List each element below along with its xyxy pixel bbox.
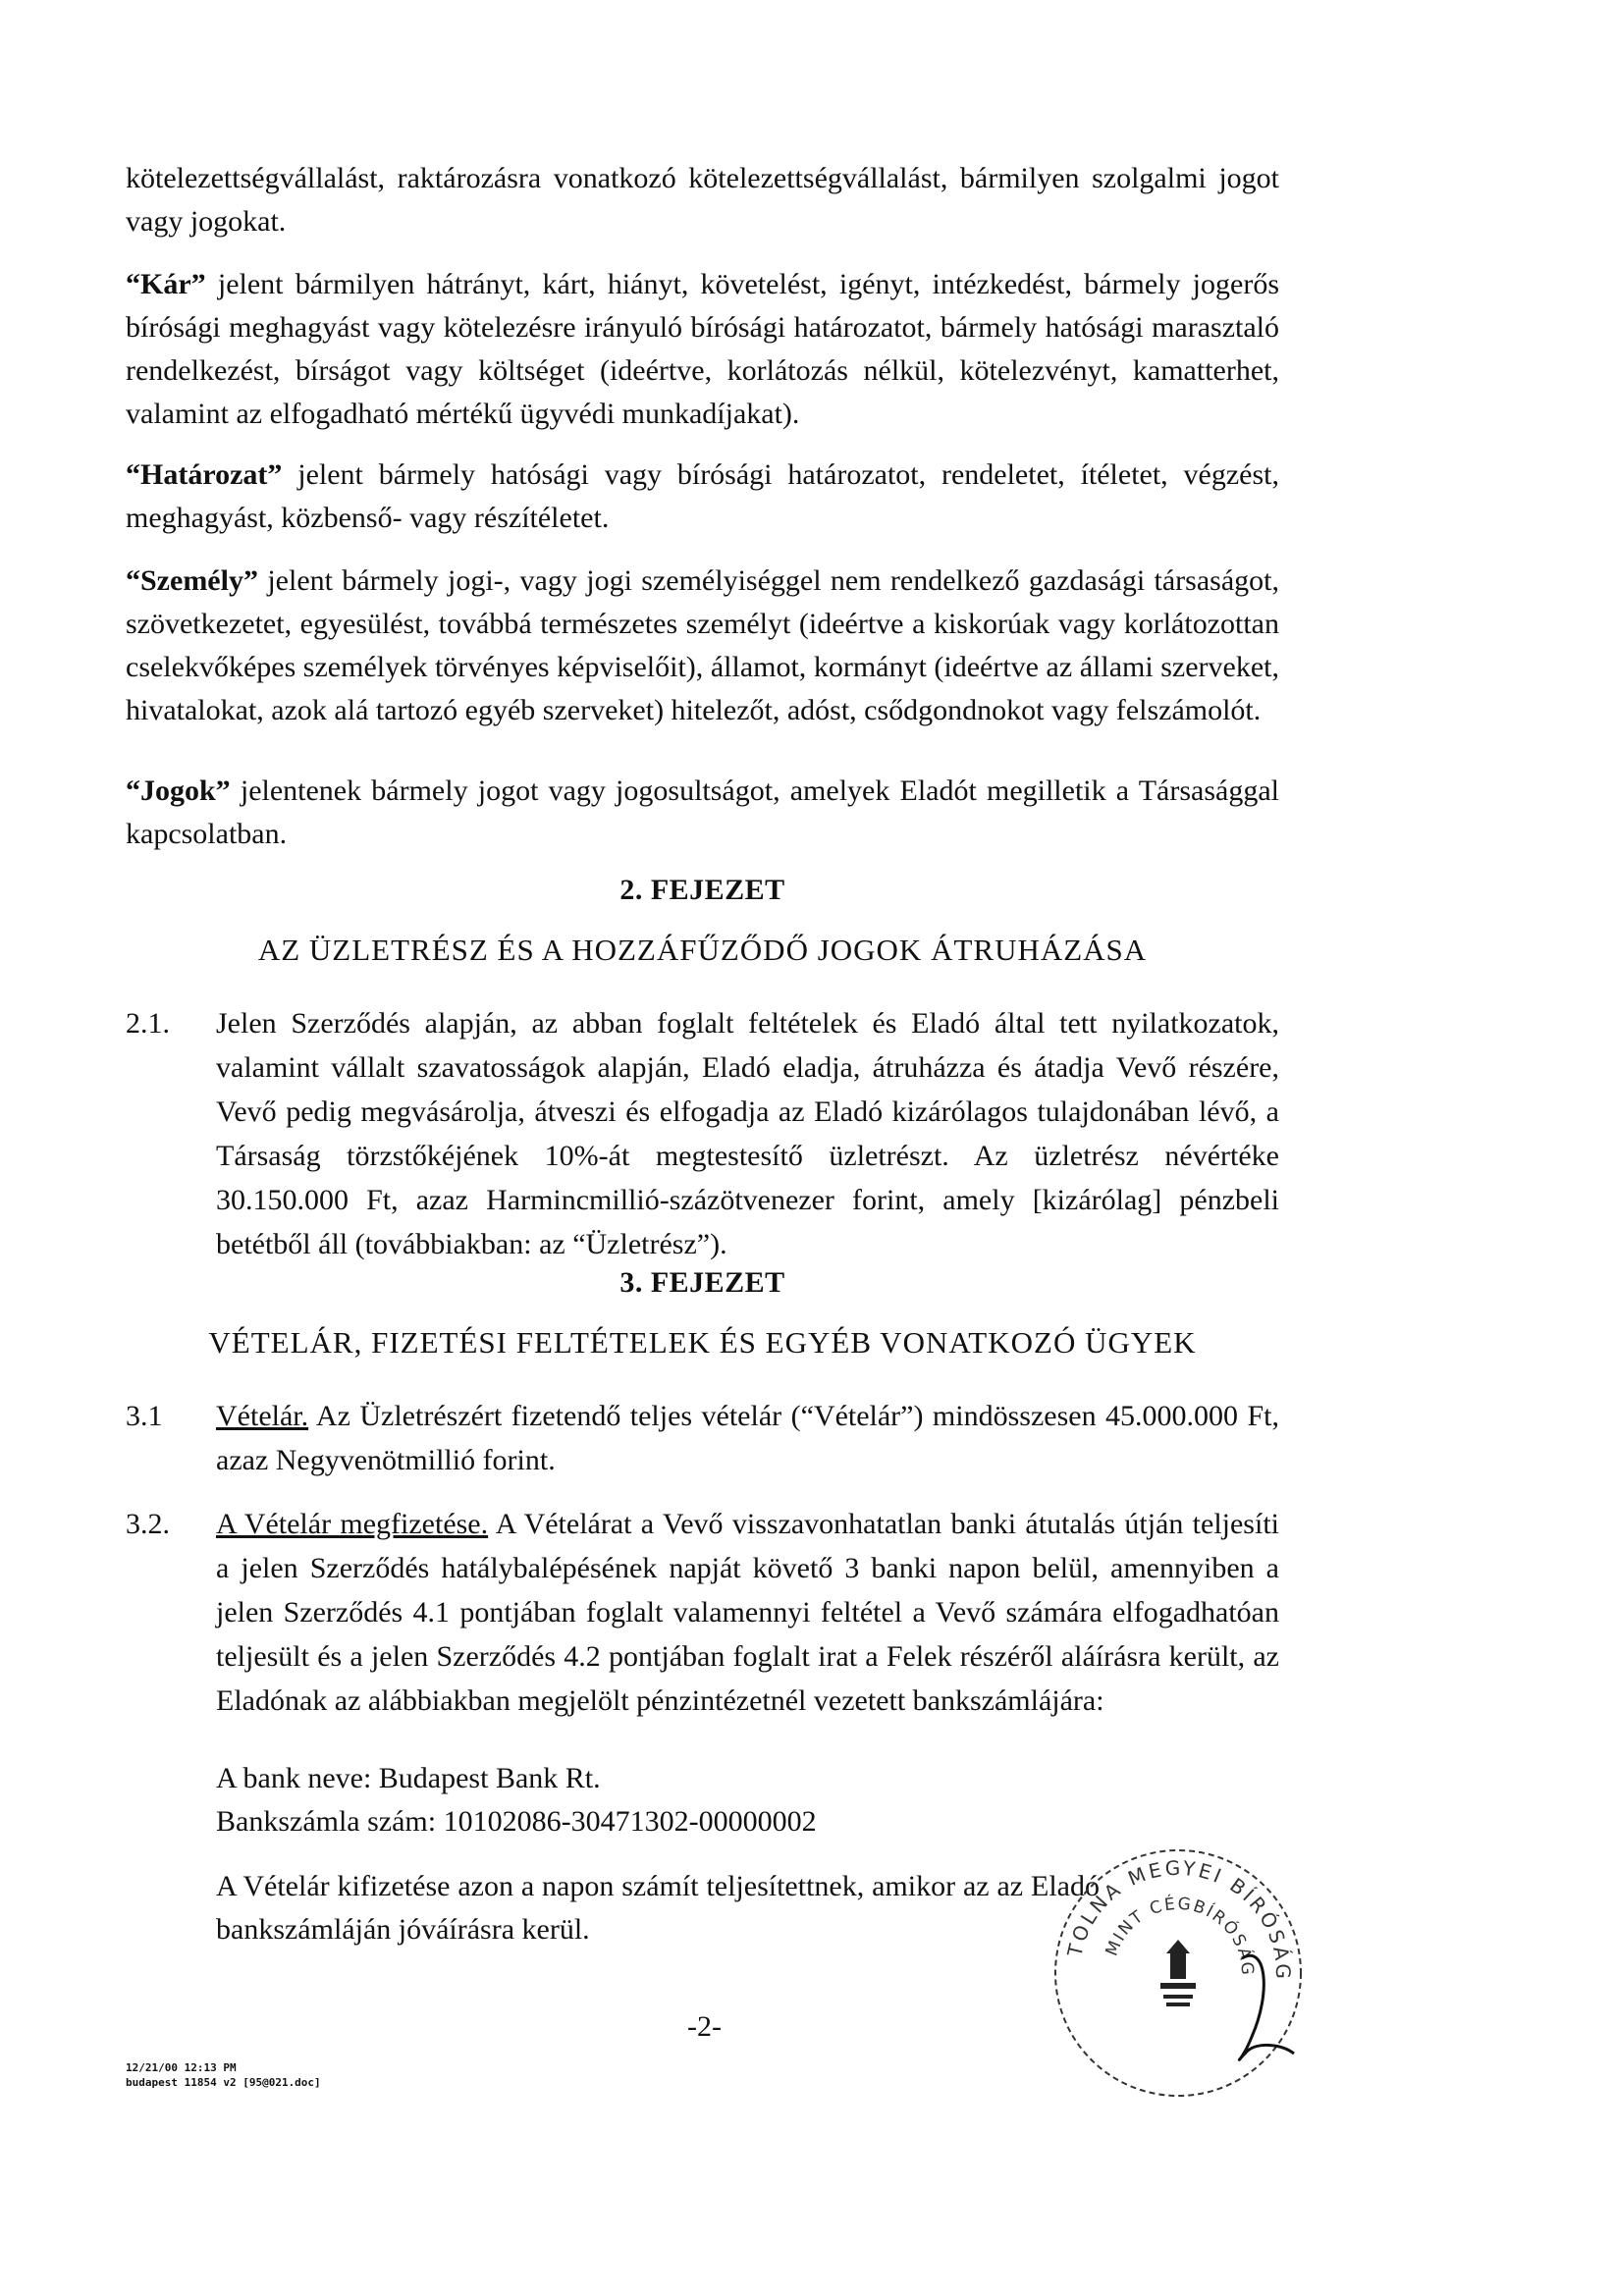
stamp-outer-text: TOLNA MEGYEI BÍRÓSÁG xyxy=(1062,1855,1296,1982)
chapter-3-title: VÉTELÁR, FIZETÉSI FELTÉTELEK ÉS EGYÉB VONATKOZÓ ÜGYEK xyxy=(208,1325,1197,1360)
clause-number: 3.2. xyxy=(126,1508,170,1540)
definition-text: jelentenek bármely jogot vagy jogosultságot, amelyek Eladót megilletik a Társasággal kapcsolatban. xyxy=(126,774,1279,850)
clause-number: 2.1. xyxy=(126,1007,170,1040)
defined-term: “Határozat” xyxy=(126,458,283,491)
defined-term: “Jogok” xyxy=(126,774,231,807)
clause-text: Jelen Szerződés alapján, az abban foglalt feltételek és Eladó által tett nyilatkozatok, valamint vállalt szavatosságok alapján, Eladó eladja, átruházza és átadja Vevő részére, Vevő pedig megvásárolja, átveszi és elfogadja az Eladó kizárólagos tulajdonában lévő, a Társaság törzstőkéjének 10%-át megtestesítő üzletrészt. Az üzletrész névértéke 30.150.000 Ft, azaz Harmincmillió-százötvenezer forint, amely [kizárólag] pénzbeli betétből áll (továbbiakban: az “Üzletrész”). xyxy=(216,1007,1279,1260)
bank-name: A bank neve: Budapest Bank Rt. xyxy=(216,1762,601,1794)
chapter-3-number: 3. FEJEZET xyxy=(619,1266,785,1299)
clause-3-1 xyxy=(126,1394,1279,1482)
clause-2-1 xyxy=(126,1001,1279,1266)
chapter-2-number: 2. FEJEZET xyxy=(619,874,785,906)
clause-text xyxy=(216,1502,1279,1723)
definition-kar xyxy=(126,263,1279,436)
clause-number: 3.1 xyxy=(126,1400,163,1432)
paragraph-obligations xyxy=(126,157,1279,243)
chapter-2-title: AZ ÜZLETRÉSZ ÉS A HOZZÁFŰZŐDŐ JOGOK ÁTRUHÁZÁSA xyxy=(257,933,1148,967)
page-number: -2- xyxy=(687,2010,722,2043)
definition-hatarozat xyxy=(126,454,1279,540)
footer-doc-id: budapest 11854 v2 [95@021.doc] xyxy=(126,2076,321,2089)
defined-term: “Kár” xyxy=(126,268,206,300)
clause-3-2 xyxy=(126,1502,1279,1723)
clause-heading: Vételár. xyxy=(216,1400,309,1432)
definition-jogok xyxy=(126,770,1279,856)
stamp-seal xyxy=(1041,1826,1316,2110)
clause-heading: A Vételár megfizetése. xyxy=(216,1508,489,1540)
footer-date: 12/21/00 12:13 PM xyxy=(126,2061,237,2074)
definition-szemely xyxy=(126,560,1279,732)
paragraph-text: kötelezettségvállalást, raktározásra vonatkozó kötelezettségvállalást, bármilyen szolgalmi jogot vagy jogokat. xyxy=(126,162,1279,238)
clause-body: Az Üzletrészért fizetendő teljes vételár (“Vételár”) mindösszesen 45.000.000 Ft, azaz Negyvenötmillió forint. xyxy=(216,1400,1279,1476)
stamp-inner-text: MINT CÉGBÍRÓSÁG xyxy=(1102,1894,1258,1978)
bank-account: Bankszámla szám: 10102086-30471302-00000002 xyxy=(216,1805,817,1838)
clause-text xyxy=(216,1394,1279,1482)
stamp-emblem-icon xyxy=(1160,1940,1196,2006)
clause-body: A Vételárat a Vevő visszavonhatatlan banki átutalás útján teljesíti a jelen Szerződés hatálybalépésének napját követő 3 banki napon belül, amennyiben a jelen Szerződés 4.1 pontjában foglalt valamennyi feltétel a Vevő számára elfogadhatóan teljesült és a jelen Szerződés 4.2 pontjában foglalt irat a Felek részéről aláírásra került, az Eladónak az alábbiakban megjelölt pénzintézetnél vezetett bankszámlájára: xyxy=(216,1508,1279,1717)
defined-term: “Személy” xyxy=(126,564,258,597)
court-stamp xyxy=(1041,1826,1316,2110)
definition-text: jelent bármely hatósági vagy bírósági határozatot, rendeletet, ítéletet, végzést, meghagyást, közbenső- vagy részítéletet. xyxy=(126,458,1279,534)
definition-text: jelent bármilyen hátrányt, kárt, hiányt, követelést, igényt, intézkedést, bármely jogerős bírósági meghagyást vagy kötelezésre irányuló bírósági határozatot, bármely hatósági marasztaló rendelkezést, bírságot vagy költséget (ideértve, korlátozás nélkül, kötelezvényt, kamatterhet, valamint az elfogadható mértékű ügyvédi munkadíjakat). xyxy=(126,268,1279,430)
payment-note: A Vételár kifizetése azon a napon számít teljesítettnek, amikor az az Eladó bankszámláján jóváírásra kerül. xyxy=(216,1870,1100,1946)
definition-text: jelent bármely jogi-, vagy jogi személyiséggel nem rendelkező gazdasági társaságot, szövetkezetet, egyesülést, továbbá természetes személyt (ideértve a kiskorúak vagy korlátozottan cselekvőképes személyek törvényes képviselőit), államot, kormányt (ideértve az állami szerveket, hivatalokat, azok alá tartozó egyéb szerveket) hitelezőt, adóst, csődgondnokot vagy felszámolót. xyxy=(126,564,1279,726)
